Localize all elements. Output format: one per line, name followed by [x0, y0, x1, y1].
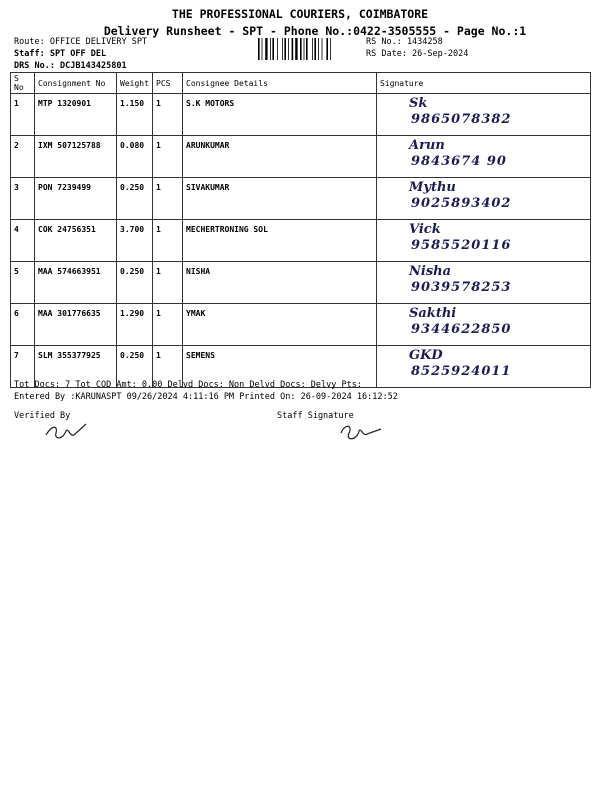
barcode-bar [288, 38, 289, 60]
signature-phone: 9843674 90 [411, 154, 507, 169]
col-sno-header: S No [11, 73, 35, 94]
route-label: Route: OFFICE DELIVERY SPT [14, 37, 148, 47]
consignment-cell: MAA 574663951 [35, 262, 117, 304]
signature-cell [377, 346, 591, 388]
table-row [11, 304, 591, 346]
barcode-bar [265, 38, 267, 60]
sno-cell: 6 [11, 304, 35, 346]
runsheet-table [10, 72, 591, 388]
sno-cell: 3 [11, 178, 35, 220]
pcs-cell: 1 [153, 220, 183, 262]
signature-cell [377, 178, 591, 220]
runsheet-subtitle: Delivery Runsheet - SPT - Phone No.:0422-3505555 - Page No.:1 [103, 24, 527, 38]
barcode-bar [258, 38, 260, 60]
signature-cell [377, 94, 591, 136]
signature-cell [377, 220, 591, 262]
rs-number: RS No.: 1434258 [366, 37, 443, 47]
table-row [11, 220, 591, 262]
barcode-bar [284, 38, 286, 60]
signature-name: Sk [409, 96, 428, 111]
signature-name: Vick [409, 222, 441, 237]
pcs-cell: 1 [153, 94, 183, 136]
barcode-bar [262, 38, 263, 60]
signature-name: Sakthi [409, 306, 457, 321]
verified-by-label: Verified By [14, 411, 71, 421]
totals-line: Tot Docs: 7 Tot COD Amt: 0.00 Delvd Docs: Non Delvd Docs: Delvy Pts: [14, 380, 362, 390]
consignee-cell: SEMENS [183, 346, 377, 388]
barcode-bar [277, 38, 278, 60]
signature-cell [377, 136, 591, 178]
staff-signature-label: Staff Signature [277, 411, 354, 421]
pcs-cell: 1 [153, 346, 183, 388]
weight-cell: 0.080 [117, 136, 153, 178]
entered-by-line: Entered By :KARUNASPT 09/26/2024 4:11:16 PM Printed On: 26-09-2024 16:12:52 [14, 392, 398, 402]
barcode-bar [312, 38, 313, 60]
consignment-cell: MTP 1320901 [35, 94, 117, 136]
signature-phone: 9039578253 [411, 280, 512, 295]
barcode-bar [318, 38, 319, 60]
staff-signature-icon [335, 421, 385, 445]
consignee-cell: MECHERTRONING SOL [183, 220, 377, 262]
table-header-row [11, 73, 591, 94]
barcode-bar [314, 38, 316, 60]
signature-phone: 8525924011 [411, 364, 512, 379]
consignee-cell: S.K MOTORS [183, 94, 377, 136]
consignment-cell: COK 24756351 [35, 220, 117, 262]
barcode-bar [272, 38, 274, 60]
consignee-cell: SIVAKUMAR [183, 178, 377, 220]
pcs-cell: 1 [153, 262, 183, 304]
consignment-cell: IXM 507125788 [35, 136, 117, 178]
sno-cell: 1 [11, 94, 35, 136]
signature-phone: 9585520116 [411, 238, 512, 253]
rs-date: RS Date: 26-Sep-2024 [366, 49, 469, 59]
weight-cell: 3.700 [117, 220, 153, 262]
drs-number: DRS No.: DCJB143425801 [14, 61, 127, 71]
weight-cell: 0.250 [117, 178, 153, 220]
table-row [11, 262, 591, 304]
barcode-bar [282, 38, 283, 60]
barcode-bar [330, 38, 331, 60]
col-consignee-header: Consignee Details [183, 73, 377, 94]
signature-name: Nisha [409, 264, 452, 279]
col-signature-header: Signature [377, 73, 591, 94]
signature-phone: 9344622850 [411, 322, 512, 337]
weight-cell: 1.290 [117, 304, 153, 346]
barcode-image [258, 38, 354, 60]
consignee-cell: ARUNKUMAR [183, 136, 377, 178]
barcode-bar [304, 38, 305, 60]
verified-signature-icon [40, 421, 90, 445]
sno-cell: 2 [11, 136, 35, 178]
consignment-cell: SLM 355377925 [35, 346, 117, 388]
pcs-cell: 1 [153, 304, 183, 346]
signature-phone: 9865078382 [411, 112, 512, 127]
sno-cell: 7 [11, 346, 35, 388]
col-pcs-header: PCS [153, 73, 183, 94]
pcs-cell: 1 [153, 178, 183, 220]
signature-cell [377, 262, 591, 304]
barcode-bar [292, 38, 294, 60]
signature-name: GKD [409, 348, 443, 363]
pcs-cell: 1 [153, 136, 183, 178]
barcode-bar [300, 38, 302, 60]
weight-cell: 0.250 [117, 346, 153, 388]
barcode-bar [326, 38, 328, 60]
sno-cell: 5 [11, 262, 35, 304]
weight-cell: 1.150 [117, 94, 153, 136]
consignee-cell: YMAK [183, 304, 377, 346]
signature-name: Mythu [409, 180, 456, 195]
signature-phone: 9025893402 [411, 196, 512, 211]
weight-cell: 0.250 [117, 262, 153, 304]
consignee-cell: NISHA [183, 262, 377, 304]
col-consignment-header: Consignment No [35, 73, 117, 94]
consignment-cell: PON 7239499 [35, 178, 117, 220]
company-title: THE PROFESSIONAL COURIERS, COIMBATORE [171, 7, 429, 21]
barcode-bar [306, 38, 308, 60]
table-row [11, 94, 591, 136]
table-row [11, 136, 591, 178]
sno-cell: 4 [11, 220, 35, 262]
barcode-bar [295, 38, 297, 60]
consignment-cell: MAA 301776635 [35, 304, 117, 346]
signature-name: Arun [409, 138, 445, 153]
barcode-bar [270, 38, 271, 60]
table-row [11, 178, 591, 220]
signature-cell [377, 304, 591, 346]
barcode-bar [322, 38, 323, 60]
col-weight-header: Weight [117, 73, 153, 94]
staff-label: Staff: SPT OFF DEL [14, 49, 107, 59]
